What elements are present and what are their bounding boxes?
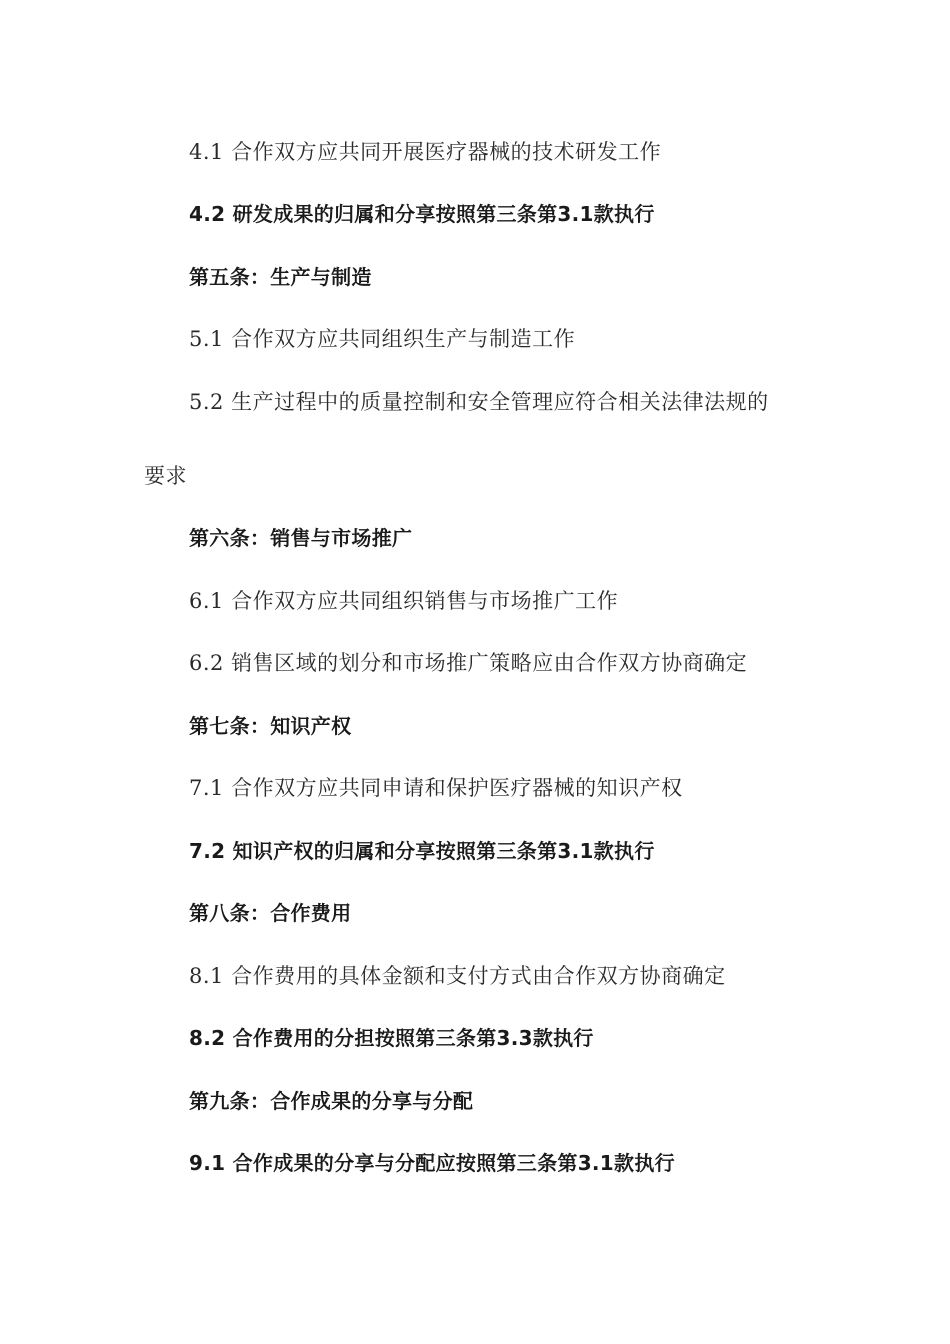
clause-7-1: 7.1 合作双方应共同申请和保护医疗器械的知识产权 — [189, 776, 683, 800]
article-8-heading: 第八条：合作费用 — [189, 901, 352, 925]
clause-9-1: 9.1 合作成果的分享与分配应按照第三条第3.1款执行 — [189, 1151, 675, 1175]
clause-6-2: 6.2 销售区域的划分和市场推广策略应由合作双方协商确定 — [189, 651, 748, 675]
article-7-heading: 第七条：知识产权 — [189, 714, 352, 738]
clause-8-1: 8.1 合作费用的具体金额和支付方式由合作双方协商确定 — [189, 964, 726, 988]
clause-7-2: 7.2 知识产权的归属和分享按照第三条第3.1款执行 — [189, 839, 655, 863]
clause-4-2: 4.2 研发成果的归属和分享按照第三条第3.1款执行 — [189, 202, 655, 226]
clause-4-1: 4.1 合作双方应共同开展医疗器械的技术研发工作 — [189, 140, 662, 164]
clause-6-1: 6.1 合作双方应共同组织销售与市场推广工作 — [189, 589, 619, 613]
clause-8-2: 8.2 合作费用的分担按照第三条第3.3款执行 — [189, 1026, 594, 1050]
article-5-heading: 第五条：生产与制造 — [189, 265, 372, 289]
article-6-heading: 第六条：销售与市场推广 — [189, 526, 413, 550]
article-9-heading: 第九条：合作成果的分享与分配 — [189, 1089, 474, 1113]
clause-5-2-continued: 要求 — [144, 464, 187, 488]
clause-5-2: 5.2 生产过程中的质量控制和安全管理应符合相关法律法规的 — [189, 390, 769, 414]
clause-5-1: 5.1 合作双方应共同组织生产与制造工作 — [189, 327, 576, 351]
